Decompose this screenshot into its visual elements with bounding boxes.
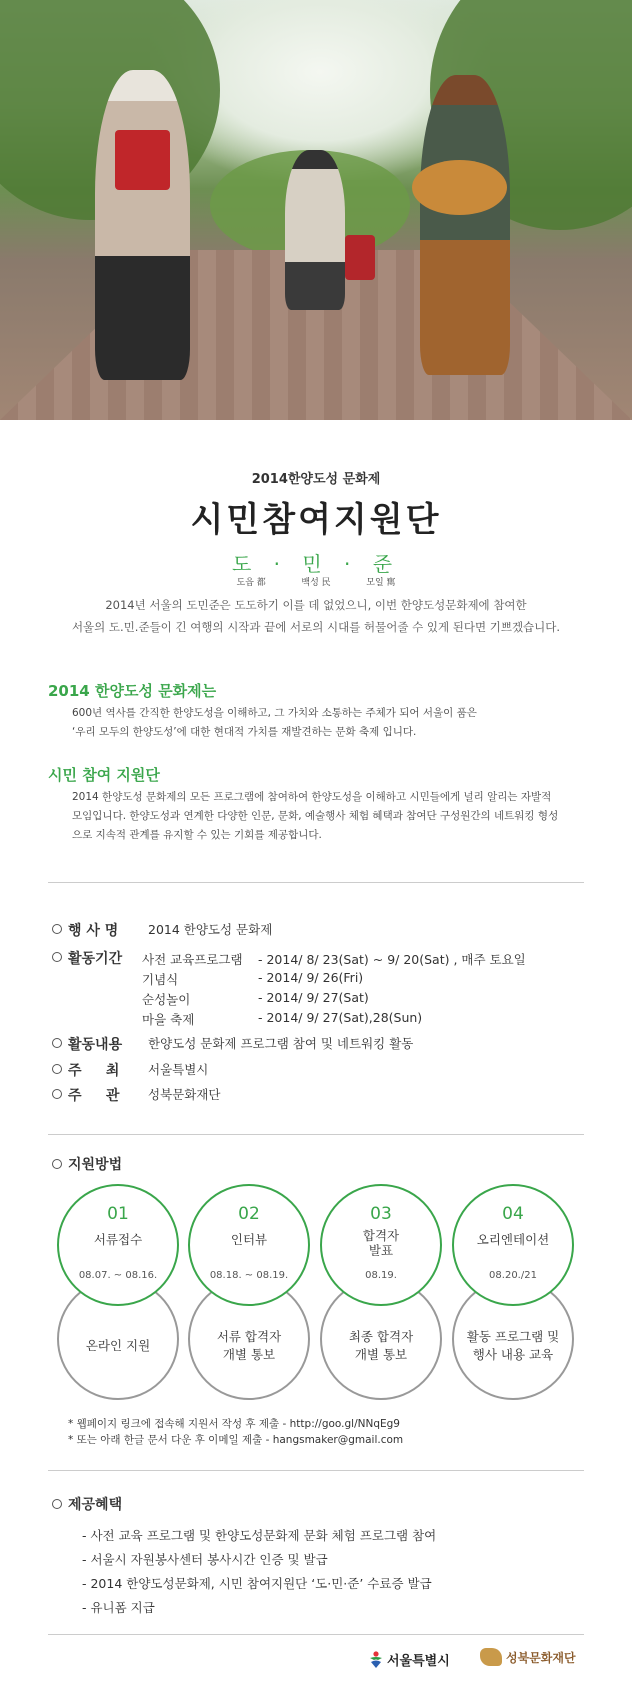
circle-bullet-icon — [52, 1089, 62, 1099]
apply-heading-text: 지원방법 — [68, 1157, 123, 1173]
domin-title: 도 · 민 · 준 — [231, 552, 401, 576]
section-line: 600년 역사를 간직한 한양도성을 이해하고, 그 가치와 소통하는 주체가 되어 서울이 품은 — [72, 707, 477, 719]
info-label: 활동기간 — [68, 951, 123, 967]
benefits-heading — [52, 1494, 122, 1514]
period-name: 순성놀이 — [142, 992, 191, 1007]
seoul-logo — [368, 1650, 450, 1669]
step-detail: 서류 합격자 개별 통보 — [188, 1278, 310, 1400]
domin-sub-2: 백성 民 — [301, 578, 331, 588]
divider — [48, 1470, 584, 1471]
hero-suitcase — [345, 235, 375, 280]
circle-bullet-icon — [52, 952, 62, 962]
section-body-festival — [72, 704, 582, 742]
step-name: 서류접수 — [93, 1232, 143, 1247]
divider — [48, 882, 584, 883]
seoul-mark-icon — [368, 1651, 384, 1669]
benefit-item: - 서울시 자원봉사센터 봉사시간 인증 및 발급 — [82, 1552, 328, 1567]
seoul-logo-text: 서울특별시 — [387, 1654, 450, 1669]
info-value: 성북문화재단 — [148, 1087, 221, 1102]
section-line: 모임입니다. 한양도성과 연계한 다양한 인문, 문화, 예술행사 체험 혜택과 참여단 구성원간의 네트워킹 형성 — [72, 810, 559, 822]
step-number: 02 — [238, 1204, 260, 1224]
step-detail: 온라인 지원 — [57, 1278, 179, 1400]
step-number: 01 — [107, 1204, 129, 1224]
step-number: 04 — [502, 1204, 524, 1224]
apply-note-web: * 웹페이지 링크에 접속해 지원서 작성 후 제출 - http://goo.gl/NNqEg9 — [68, 1418, 400, 1430]
info-value: 한양도성 문화제 프로그램 참여 및 네트워킹 활동 — [148, 1036, 414, 1051]
step-detail: 최종 합격자 개별 통보 — [320, 1278, 442, 1400]
step-circle-1 — [57, 1184, 179, 1306]
intro-line: 2014년 서울의 도민준은 도도하기 이를 데 없었으니, 이번 한양도성문화제에 참여한 — [105, 598, 527, 612]
circle-bullet-icon — [52, 1064, 62, 1074]
step-name: 오리엔테이션 — [476, 1232, 550, 1247]
divider — [48, 1634, 584, 1635]
circle-bullet-icon — [52, 1499, 62, 1509]
divider — [48, 1134, 584, 1135]
page-title: 시민참여지원단 — [190, 500, 442, 540]
period-date: - 2014/ 9/ 26(Fri) — [258, 970, 364, 985]
benefit-item: - 유니폼 지급 — [82, 1600, 155, 1615]
seongbuk-logo-text: 성북문화재단 — [506, 1650, 576, 1665]
benefit-item: - 2014 한양도성문화제, 시민 참여지원단 ‘도·민·준’ 수료증 발급 — [82, 1576, 432, 1591]
step-detail: 활동 프로그램 및 행사 내용 교육 — [452, 1278, 574, 1400]
step-number: 03 — [370, 1204, 392, 1224]
info-organizer — [52, 1085, 220, 1105]
festival-subtitle: 2014한양도성 문화제 — [251, 472, 381, 487]
apply-note-email: * 또는 아래 한글 문서 다운 후 이메일 제출 - hangsmaker@gmail.com — [68, 1434, 404, 1446]
apply-heading — [52, 1154, 122, 1174]
step-name: 합격자 발표 — [362, 1228, 400, 1258]
info-label: 주 관 — [68, 1088, 120, 1104]
seongbuk-mark-icon — [480, 1648, 502, 1666]
info-period — [52, 948, 148, 968]
section-line: 으로 지속적 관계를 유지할 수 있는 기회를 제공합니다. — [72, 829, 322, 841]
info-label: 주 최 — [68, 1063, 120, 1079]
period-name: 기념식 — [142, 972, 179, 987]
period-date: - 2014/ 9/ 27(Sat) — [258, 990, 369, 1005]
step-date: 08.19. — [365, 1270, 397, 1281]
step-date: 08.18. ~ 08.19. — [209, 1270, 289, 1281]
domin-sub-3: 모일 寯 — [366, 578, 396, 588]
section-line: 2014 한양도성 문화제의 모든 프로그램에 참여하여 한양도성을 이해하고 시민들에게 널리 알리는 자발적 — [72, 791, 552, 803]
domin-subtitle — [0, 575, 632, 588]
circle-bullet-icon — [52, 924, 62, 934]
circle-bullet-icon — [52, 1159, 62, 1169]
benefit-item: - 사전 교육 프로그램 및 한양도성문화제 문화 체험 프로그램 참여 — [82, 1528, 437, 1543]
info-value: 2014 한양도성 문화제 — [148, 922, 273, 937]
period-name: 사전 교육프로그램 — [142, 952, 243, 967]
benefits-heading-text: 제공혜택 — [68, 1497, 123, 1513]
info-content — [52, 1034, 413, 1054]
info-host — [52, 1060, 208, 1080]
info-label: 활동내용 — [68, 1037, 123, 1053]
info-label: 행 사 명 — [68, 923, 119, 939]
section-heading-support-group: 시민 참여 지원단 — [48, 766, 160, 784]
step-circle-2 — [188, 1184, 310, 1306]
step-circle-4 — [452, 1184, 574, 1306]
domin-sub-1: 도읍 都 — [236, 578, 266, 588]
hero-photo — [0, 0, 632, 420]
info-value: 서울특별시 — [148, 1062, 209, 1077]
section-heading-festival: 2014 한양도성 문화제는 — [48, 682, 217, 700]
step-date: 08.20./21 — [489, 1270, 537, 1281]
hero-person-center — [285, 150, 345, 310]
hero-person-guitar — [420, 75, 510, 375]
info-event — [52, 920, 272, 940]
step-date: 08.07. ~ 08.16. — [78, 1270, 158, 1281]
period-name: 마을 축제 — [142, 1012, 195, 1027]
hero-accordion — [115, 130, 170, 190]
period-date: - 2014/ 8/ 23(Sat) ~ 9/ 20(Sat) , 매주 토요일 — [258, 952, 526, 967]
hero-person-accordion — [95, 70, 190, 380]
intro-line: 서울의 도.민.준들이 긴 여행의 시작과 끝에 서로의 시대를 허물어줄 수 있게 된다면 기쁘겠습니다. — [71, 620, 561, 634]
hero-guitar — [412, 160, 507, 215]
step-name: 인터뷰 — [230, 1232, 268, 1247]
section-body-support-group — [72, 788, 582, 845]
intro-text — [40, 594, 592, 638]
seongbuk-logo — [480, 1648, 576, 1666]
section-line: ‘우리 모두의 한양도성’에 대한 현대적 가치를 재발견하는 문화 축제 입니다. — [72, 726, 417, 738]
circle-bullet-icon — [52, 1038, 62, 1048]
step-circle-3 — [320, 1184, 442, 1306]
period-date: - 2014/ 9/ 27(Sat),28(Sun) — [258, 1010, 423, 1025]
